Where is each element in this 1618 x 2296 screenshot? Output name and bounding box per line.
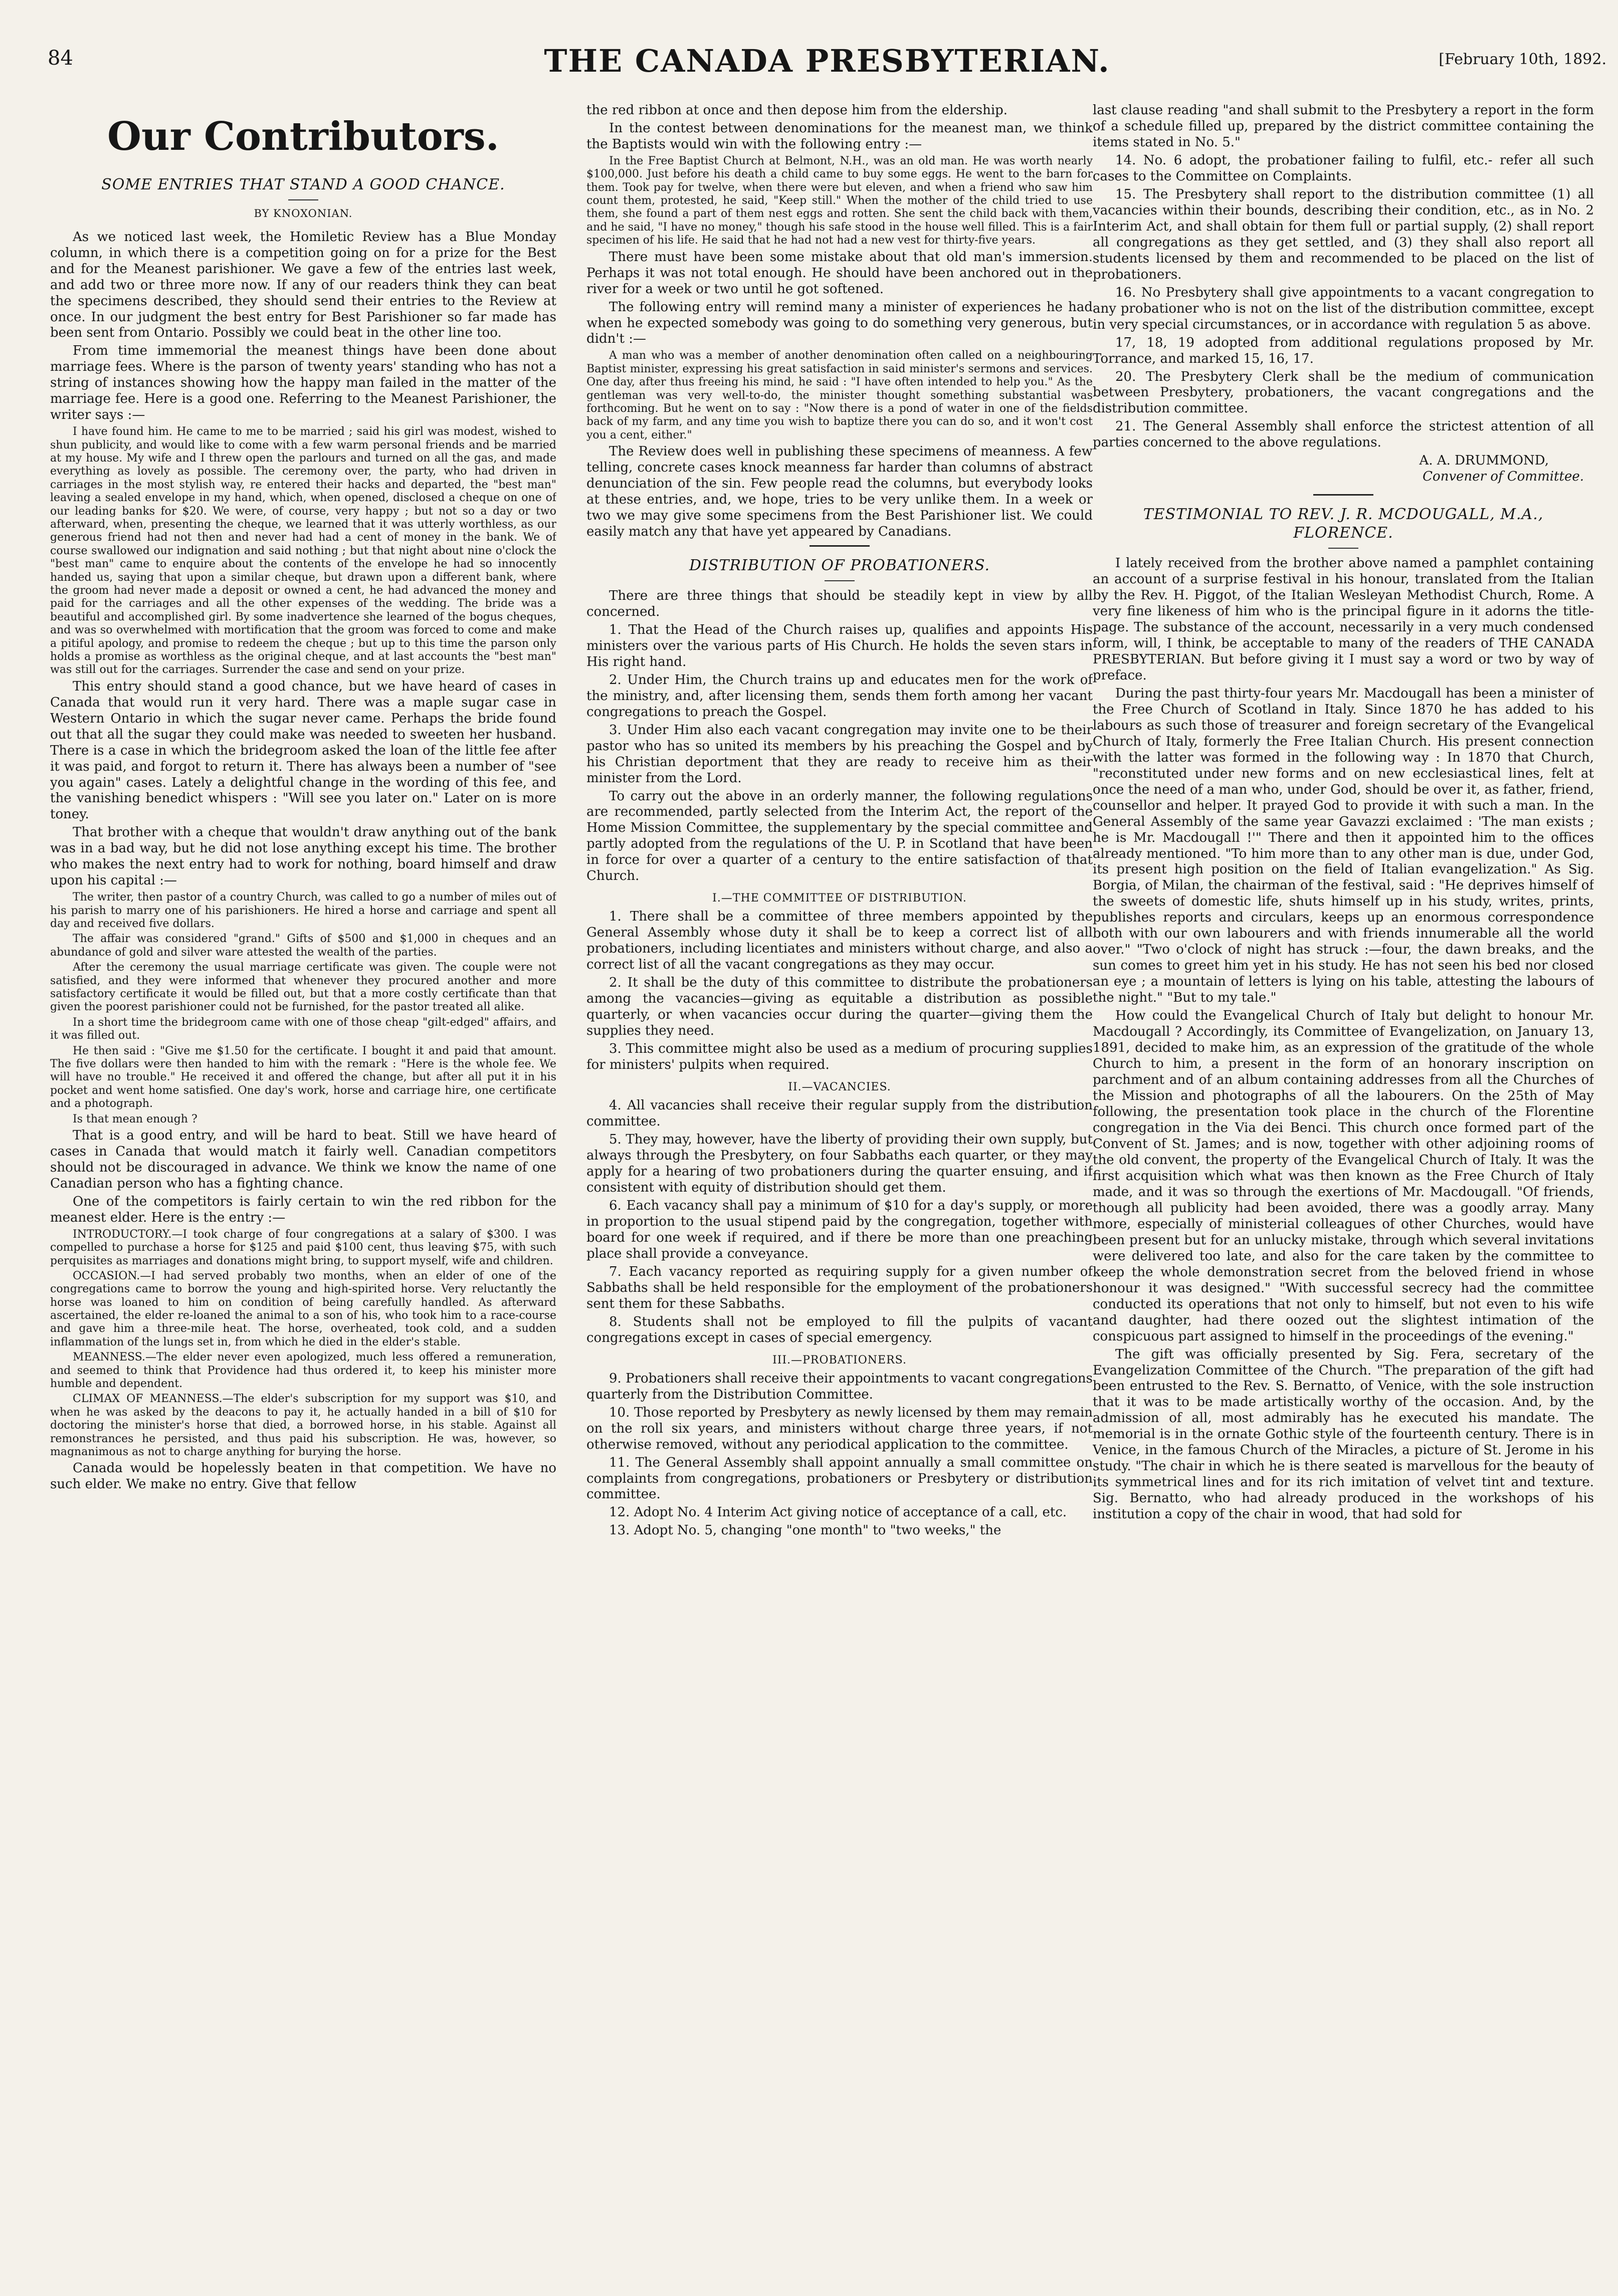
- paragraph: 14. No. 6 adopt, the probationer failing to fulfil, etc.- refer all such cases to the Committee on Complaints.: [1093, 152, 1594, 184]
- paragraph: 20. The Presbytery Clerk shall be the medium of communication between Presbytery, probationers, the vacant congregations and the distribution committee.: [1093, 369, 1594, 416]
- paragraph: the red ribbon at once and then depose him from the eldership.: [586, 103, 1008, 118]
- section-title: Our Contributors.: [107, 114, 499, 159]
- body: [586, 1098, 1093, 1346]
- divider: [1313, 494, 1373, 496]
- quote-paragraph: He then said : "Give me $1.50 for the certificate. I bought it and paid that amount. The five dollars were then handed to him with the remark : "Here is the whole fee. We will have no trouble." He received it and offered the change, but after all put it in his pocket and went home satisfied. One day's work, horse and carriage hire, one certificate and a photograph.: [50, 1044, 556, 1110]
- quote-paragraph: OCCASION.—I had served probably two months, when an elder of one of the congregations came to borrow the young and high-spirited horse. Very reluctantly the horse was loaned to him on condition of being carefully handled. As afterward ascertained, the elder re-loaned the animal to a son of his, who took him to a race-course and gave him a three-mile heat. The horse, overheated, took cold, and a sudden inflammation of the lungs set in, from which he died in the elder's stable.: [50, 1269, 556, 1348]
- paragraph: 9. Probationers shall receive their appointments to vacant congregations quarterly from the Distribution Committee.: [586, 1370, 1093, 1402]
- paragraph: There must have been some mistake about that old man's immersion. Perhaps it was not total enough. He should have been anchored out in the river for a week or two until he got softened.: [586, 249, 1093, 297]
- paragraph: I lately received from the brother above named a pamphlet containing an account of a surprise festival in his honour, translated from the Italian by the Rev. H. Piggot, of the Italian Wesleyan Methodist Church, Rome. A very fine likeness of him who is the principal figure in it adorns the title-page. The substance of the account, necessarily in a very much condensed form, will, I think, be acceptable to many of the readers of THE CANADA PRESBYTERIAN. But before giving it I must say a word or two by way of preface.: [1093, 556, 1594, 683]
- quote-paragraph: CLIMAX OF MEANNESS.—The elder's subscription for my support was $10, and when he was asked by the deacons to pay it, he actually handed in a bill of $10 for doctoring the minister's horse that died, a borrowed horse, in his stable. Against all remonstrances he persisted, and thus paid his subscription. He was, however, so magnanimous as not to charge anything for burying the horse.: [50, 1393, 556, 1458]
- paragraph: 2. Under Him, the Church trains up and educates men for the work of the ministry, and, after licensing them, sends them forth among her vacant congregations to preach the Gospel.: [586, 672, 1093, 720]
- quoted-entry: [586, 349, 1093, 442]
- body: [50, 229, 556, 424]
- body: [586, 1371, 1093, 1539]
- paragraph: During the past thirty-four years Mr. Macdougall has been a minister of the Free Church of Scotland in Italy. Since 1870 he has added to his labours as such those of treasurer and foreign secretary of the Evangelical Church of Italy, formerly the Free Italian Church. His present connection with the latter was formed in the following way : In 1870 that Church, "reconstituted under new forms and on new ecclesiastical lines, felt at once the need of a man who, under God, should be over it, as father, friend, counsellor and helper. It prayed God to provide it with such a man. In the General Assembly of the same year Gavazzi exclaimed : 'The man exists ; he is Mr. Macdougall !'" There and then it appointed him to the offices already mentioned. "To him more than to any other man is due, under God, its present high position on the field of Italian evangelization." As Sig. Borgia, of Milan, the chairman of the festival, said : "He deprives himself of the sweets of domestic life, shuts himself up in his study, writes, prints, publishes reports and circulars, keeps up an enormous correspondence both with our own labourers and with friends innumerable all the world over." "Two o'clock of night has struck :—four, the dawn breaks, and the sun comes to greet him yet in his study. He has not seen his bed nor closed an eye ; a mountain of letters is lying on his table, attesting the labours of the night." "But to my tale.": [1093, 685, 1594, 1006]
- paragraph: To carry out the above in an orderly manner, the following regulations are recommended, partly selected from the Interim Act, the report of the Home Mission Committee, the supplementary by the special committee and partly adopted from the regulations of the U. P. in Scotland that have been in force for over a quarter of a century to the entire satisfaction of that Church.: [586, 788, 1093, 884]
- paragraph: The Review does well in publishing these specimens of meanness. A few telling, concrete cases knock meanness far harder than columns of abstract denunciation of the sin. Few people read the columns, but everybody looks at these entries, and, we hope, tries to be very unlike them. In a week or two we may give some specimens from the Best Parishioner list. We could easily match any that have yet appeared by Canadians.: [586, 444, 1093, 540]
- article-title: SOME ENTRIES THAT STAND A GOOD CHANCE.: [101, 175, 505, 193]
- paragraph: The following entry will remind many a minister of experiences he had when he expected somebody was going to do something very generous, but didn't :—: [586, 299, 1093, 347]
- paragraph: How could the Evangelical Church of Italy but delight to honour Mr. Macdougall ? Accordingly, its Committee of Evangelization, on January 13, 1891, decided to make him, as an expression of the gratitude of the whole Church to him, a present in the form of an honorary inscription on parchment and of an album containing addresses from all the Churches of the Mission and photographs of all the labourers. On the 25th of May following, the presentation took place in the church of the Florentine congregation in the Via dei Benci. This church once formed part of the Convent of St. James; and is now, together with other adjoining rooms of the old convent, the property of the Evangelical Church of Italy. It was the first acquisition which what was then known as the Free Church of Italy made, and it was so through the exertions of Mr. Macdougall. "Of friends, though all publicity had been avoided, there was a goodly array. Many more, especially of ministerial colleagues of other Churches, would have been present but for an unlucky mistake, through which several invitations were delivered too late, and also for the care taken by the committee to keep the whole demonstration secret from the beloved friend in whose honour it was designed." "With successful secrecy had the committee conducted its operations that not only to himself, but not even to his wife and daughter, had there oozed out the slightest intimation of the conspicuous part assigned to himself in the proceedings of the evening.": [1093, 1008, 1594, 1344]
- quote-paragraph: In a short time the bridegroom came with one of those cheap "gilt-edged" affairs, and it was filled out.: [50, 1016, 556, 1042]
- signature-title: Convener of Committee.: [1423, 469, 1584, 485]
- article-title: TESTIMONIAL TO REV. J. R. MCDOUGALL, M.A., FLORENCE.: [1143, 506, 1544, 542]
- quote-paragraph: After the ceremony the usual marriage certificate was given. The couple were not satisfied, and they were informed that whenever they procured another and more satisfactory certificate it would be filled out, but that a more costly certificate than that given the poorest parishioner could not be furnished, for the pastor treated all alike.: [50, 961, 556, 1014]
- paragraph: 10. Those reported by Presbytery as newly licensed by them may remain on the roll six years, and ministers without charge three years, if not otherwise removed, without any periodical application to the committee.: [586, 1405, 1093, 1452]
- paragraph: last clause reading "and shall submit to the Presbytery a report in the form of a schedule filled up, prepared by the district committee containing the items stated in No. 5.": [1093, 103, 1594, 150]
- paragraph: 6. Each vacancy shall pay a minimum of $10 for a day's supply, or more in proportion to the usual stipend paid by the congregation, together with board for one week if required, and if there be more than one preaching place shall provide a conveyance.: [586, 1198, 1093, 1261]
- body: [586, 444, 1093, 540]
- divider: [810, 545, 870, 547]
- paragraph: Canada would be hopelessly beaten in that competition. We have no such elder. We make no entry. Give that fellow: [50, 1461, 556, 1492]
- paragraph: 4. All vacancies shall receive their regular supply from the distribution committee.: [586, 1098, 1093, 1129]
- quote-paragraph: Is that mean enough ?: [73, 1112, 197, 1125]
- body: [586, 250, 1093, 348]
- column-2: [586, 103, 1093, 2272]
- paragraph: 2. It shall be the duty of this committee to distribute the probationers among the vacancies—giving as equitable a distribution as possible quarterly, or when vacancies occur during the quarter—giving them the supplies they need.: [586, 975, 1093, 1039]
- paragraph: 1. There shall be a committee of three members appointed by the General Assembly whose duty it shall be to keep a correct list of all probationers, including licentiates and ministers without charge, and also a correct list of all the vacant congregations as they may occur.: [586, 909, 1093, 973]
- paragraph: 1. That the Head of the Church raises up, qualifies and appoints His ministers over the various parts of His Church. He holds the seven stars in His right hand.: [586, 622, 1093, 669]
- quote-paragraph: INTRODUCTORY.—I took charge of four congregations at a salary of $300. I was compelled to purchase a horse for $125 and paid $100 cent, thus leaving $75, with such perquisites as marriages and donations might bring, to support myself, wife and children.: [50, 1228, 556, 1267]
- subheading: II.—VACANCIES.: [788, 1081, 891, 1094]
- paragraph: 11. The General Assembly shall appoint annually a small committee on complaints from congregations, probationers or Presbytery or distribution committee.: [586, 1455, 1093, 1502]
- body: [1093, 556, 1594, 1523]
- divider: [825, 580, 855, 581]
- paragraph: From time immemorial the meanest things have been done about marriage fees. Where is the parson of twenty years' standing who has not a string of instances showing how the happy man failed in the matter of the marriage fee. Here is a good one. Referring to the Meanest Parishioner, the writer says :—: [50, 343, 556, 423]
- body: [50, 1128, 556, 1226]
- quote-paragraph: A man who was a member of another denomination often called on a neighbouring Baptist minister, expressing his great satisfaction in said minister's sermons and services. One day, after thus freeing his mind, he said : "I have often intended to help you." As the gentleman was very well-to-do, the minister thought something substantial was forthcoming. But he went on to say : "Now there is a pond of water in one of the fields back of my farm, and any time you wish to baptize there you can do so, and it won't cost you a cent, either.": [586, 349, 1093, 441]
- paragraph: 16. No Presbytery shall give appointments to a vacant congregation to any probationer who is not on the list of the distribution committee, except in very special circumstances, or in accordance with regulation 5 as above.: [1093, 285, 1594, 332]
- column-1: [50, 103, 556, 2272]
- paragraph: 15. The Presbytery shall report to the distribution committee (1) all vacancies within their bounds, describing their condition, etc., as in No. 2 Interim Act, and shall obtain for them full or partial supply, (2) shall report all congregations as they get settled, and (3) they shall also report all students licensed by them and recommended to be placed on the list of probationers.: [1093, 186, 1594, 282]
- body: [50, 1461, 556, 1493]
- divider: [288, 199, 318, 200]
- page-number: 84: [48, 47, 73, 70]
- paragraph: 5. They may, however, have the liberty of providing their own supply, but always through the Presbytery, on four Sabbaths each quarter, or they may apply for a hearing of two probationers during the quarter ensuing, and if consistent with equity of distribution should get them.: [586, 1132, 1093, 1195]
- body: [50, 679, 556, 889]
- article-title: DISTRIBUTION OF PROBATIONERS.: [689, 557, 990, 574]
- body: [586, 103, 1093, 153]
- paragraph: 3. This committee might also be used as a medium of procuring supplies for ministers' pulpits when required.: [586, 1041, 1093, 1073]
- masthead: THE CANADA PRESBYTERIAN.: [544, 43, 1110, 79]
- subheading: I.—THE COMMITTEE OF DISTRIBUTION.: [712, 892, 967, 905]
- paragraph: 12. Adopt No. 4 Interim Act giving notice of acceptance of a call, etc.: [609, 1505, 1067, 1520]
- paragraph: 21. The General Assembly shall enforce the strictest attention of all parties concerned to the above regulations.: [1093, 419, 1594, 450]
- subheading: III.—PROBATIONERS.: [772, 1353, 907, 1366]
- quoted-entry: [50, 1228, 556, 1459]
- quote-paragraph: In the Free Baptist Church at Belmont, N.H., was an old man. He was worth nearly $100,000. Just before his death a child came to buy some eggs. He went to the barn for them. Took pay for twelve, when there were but eleven, and when a friend who saw him count them, protested, he said, "Keep still." When the mother of the child tried to use them, she found a part of them nest eggs and rotten. She sent the child back with them, and he said, "I have no money," though his safe stood in the house well filled. This is a fair specimen of his life. He said that he had not had a new vest for thirty-five years.: [586, 154, 1093, 247]
- paragraph: As we noticed last week, the Homiletic Review has a Blue Monday column, in which there is a competition going on for a prize for the Best and for the Meanest parishioner. We gave a few of the entries last week, and add two or three more now. If any of our readers think they can beat the specimens described, they should send their entries to the Review at once. In our judgment the best entry for Best Parishioner so far made has been sent from Ontario. Possibly we could beat in the other line too.: [50, 229, 556, 341]
- paragraph: In the contest between denominations for the meanest man, we think the Baptists would win with the following entry :—: [586, 120, 1093, 152]
- quote-paragraph: I have found him. He came to me to be married ; said his girl was modest, wished to shun publicity, and would like to come with a few warm personal friends and be married at my house. My wife and I threw open the parlours and turned on all the gas, and made everything as lovely as possible. The ceremony over, the party, who had driven in carriages in the most stylish way, re entered their hacks and departed, the "best man" leaving a sealed envelope in my hand, which, when opened, disclosed a cheque on one of our leading banks for $20. We were, of course, very happy ; but not so a day or two afterward, when, presenting the cheque, we learned that it was utterly worthless, as our generous friend had not then and never had had a cent of money in the bank. We of course swallowed our indignation and said nothing ; but that night about nine o'clock the "best man" came to enquire about the contents of the envelope he had so innocently handed us, saying that upon a similar cheque, but drawn upon a different bank, where the groom had never made a deposit or owned a cent, he had advanced the money and paid for the carriages and all the other expenses of the wedding. The bride was a beautiful and accomplished girl. By some inadvertence she learned of the bogus cheques, and was so overwhelmed with mortification that the groom was forced to come and make a pitiful apology, and promise to redeem the cheque ; but up to this time the parson only holds a promise as worthless as the original cheque, and at last accounts the "best man" was still out for the carriages. Surrender the case and send on your prize.: [50, 425, 556, 676]
- paragraph: The gift was officially presented by Sig. Fera, secretary of the Evangelization Committee of the Church. "The preparation of the gift had been entrusted to the Rev. S. Bernatto, of Venice, with the sole instruction that it was to be made artistically worthy of the occasion. And, by the admission of all, most admirably has he executed his mandate. The memorial is in the ornate Gothic style of the fourteenth century. There is in Venice, in the famous Church of the Miracles, a picture of St. Jerome in his study. "The chair in which he is there seated is marvellous for the beauty of its symmetrical lines and for its rich imitation of velvet tint and texture. Sig. Bernatto, who had already produced in the workshops of his institution a copy of the chair in wood, that had sold for: [1093, 1346, 1594, 1522]
- paragraph: One of the competitors is fairly certain to win the red ribbon for the meanest elder. Here is the entry :—: [50, 1194, 556, 1225]
- body: [1093, 103, 1594, 451]
- quoted-entry: [586, 155, 1093, 248]
- quote-paragraph: MEANNESS.—The elder never even apologized, much less offered a remuneration, and seemed to think that Providence had thus ordered it, to keep his minister more humble and dependent.: [50, 1351, 556, 1391]
- paragraph: 17, 18, 19 adopted from additional regulations proposed by Mr. Torrance, and marked 15, 16, 17.: [1093, 335, 1594, 366]
- body: [586, 909, 1093, 1073]
- quote-paragraph: The affair was considered "grand." Gifts of $500 and $1,000 in cheques and an abundance of gold and silver ware attested the wealth of the parties.: [50, 933, 556, 959]
- paragraph: 13. Adopt No. 5, changing "one month" to "two weeks," the: [609, 1523, 1001, 1538]
- divider: [1328, 548, 1358, 549]
- paragraph: This entry should stand a good chance, but we have heard of cases in Canada that would run it very hard. There was a maple sugar case in Western Ontario in which the sugar never came. Perhaps the bride found out that all the sugar they could make was needed to sweeten her husband. There is a case in which the bridegroom asked the loan of the little fee after it was paid, and forgot to return it. There has always been a number of "see you again" cases. Lately a delightful change in the wording of this fee, and the vanishing benedict whispers : "Will see you later on." Later on is more toney.: [50, 678, 556, 822]
- paragraph: That brother with a cheque that wouldn't draw anything out of the bank was in a bad way, but he did not lose anything except his time. The brother who makes the next entry had to work for nothing, board himself and draw upon his capital :—: [50, 825, 556, 888]
- paragraph: There are three things that should be steadily kept in view by all concerned.: [586, 588, 1093, 619]
- signature-name: A. A. DRUMMOND,: [1419, 453, 1549, 469]
- quote-paragraph: The writer, then pastor of a country Church, was called to go a number of miles out of his parish to marry one of his parishioners. He hired a horse and carriage and spent all day and received five dollars.: [50, 891, 556, 931]
- quoted-entry: [50, 425, 556, 676]
- byline: BY KNOXONIAN.: [254, 207, 353, 219]
- paragraph: 8. Students shall not be employed to fill the pulpits of vacant congregations except in cases of special emergency.: [586, 1314, 1093, 1345]
- paragraph: That is a good entry, and will be hard to beat. Still we have heard of cases in Canada that would match it fairly well. Canadian competitors should not be discouraged in advance. We think we know the name of one Canadian person who has a fighting chance.: [50, 1127, 556, 1191]
- column-3: [1093, 103, 1594, 2272]
- body: [586, 588, 1093, 884]
- quoted-entry: [50, 891, 556, 1126]
- paragraph: 7. Each vacancy reported as requiring supply for a given number of Sabbaths shall be held responsible for the employment of the probationers sent them for these Sabbaths.: [586, 1264, 1093, 1311]
- issue-date: [February 10th, 1892.: [1439, 51, 1606, 68]
- page-header: [48, 43, 1606, 83]
- paragraph: 3. Under Him also each vacant congregation may invite one to be their pastor who has so united its members by his preaching the Gospel and by his Christian deportment that they are ready to receive him as their minister from the Lord.: [586, 722, 1093, 786]
